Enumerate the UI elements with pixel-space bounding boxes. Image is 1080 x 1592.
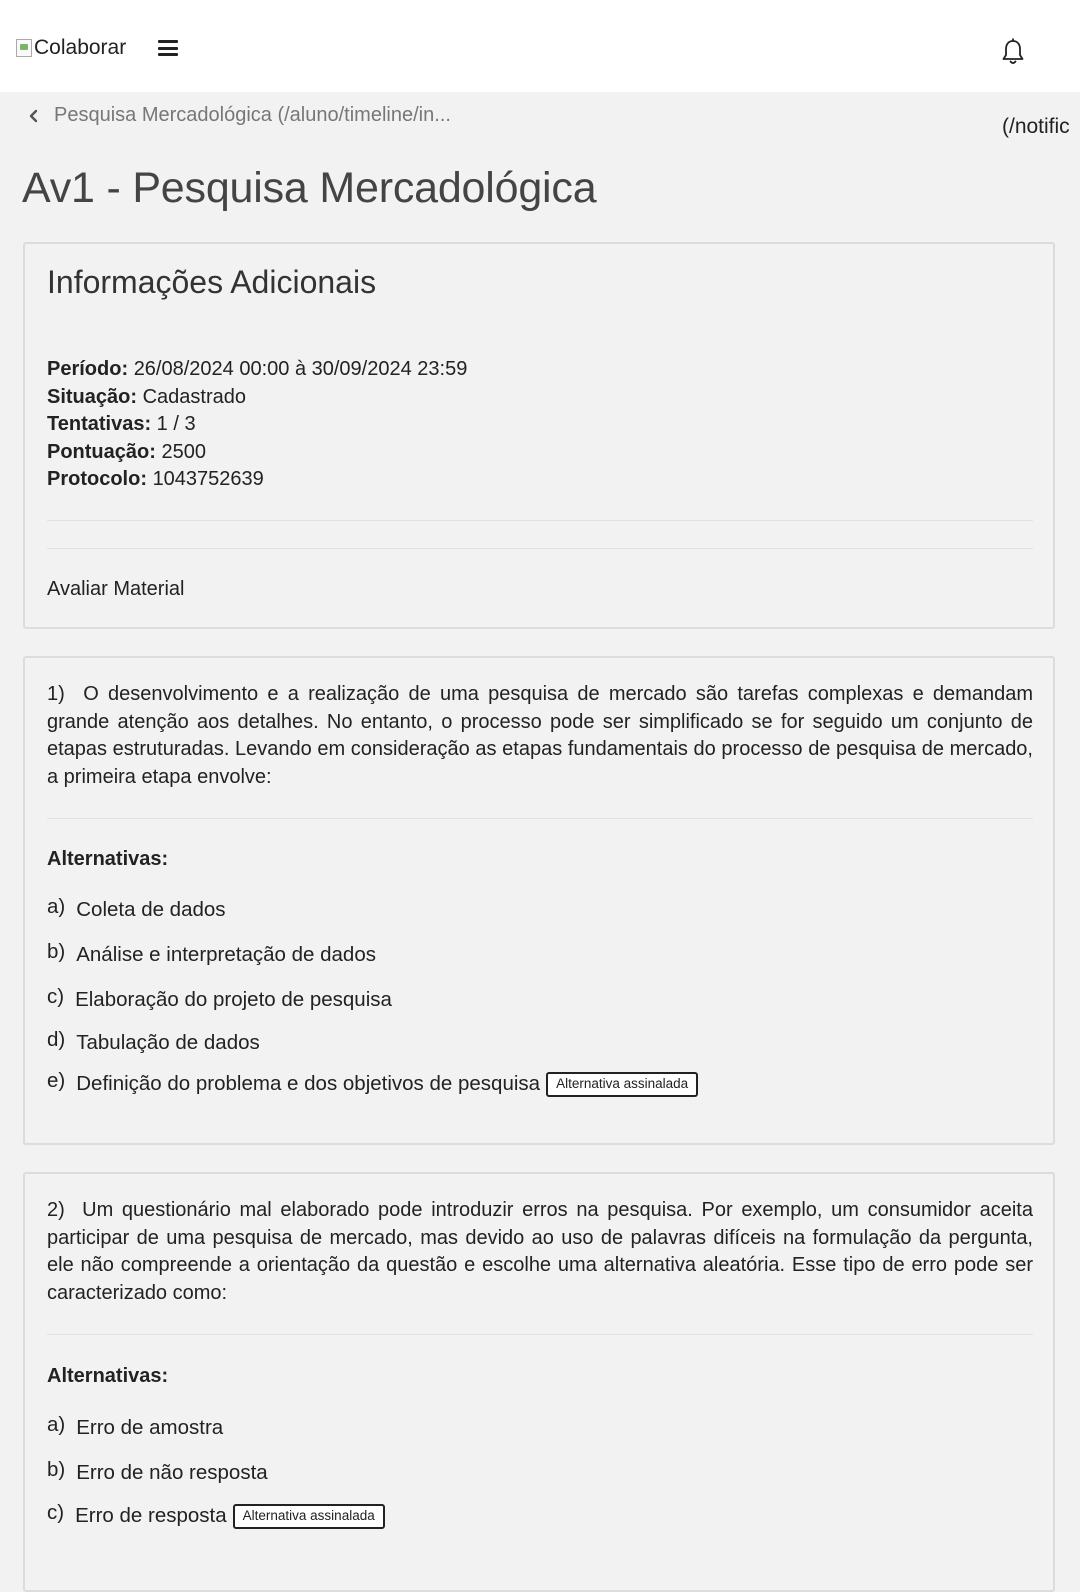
chevron-left-icon	[28, 109, 40, 123]
alternative-a[interactable]: a) Coleta de dados	[47, 895, 226, 921]
info-fields	[47, 356, 467, 494]
question-text: 2) Um questionário mal elaborado pode introduzir erros na pesquisa. Por exemplo, um consumidor aceita participar de uma pesquisa de mercado, mas devido ao uso de palavras difíceis na formulação da pergunta, ele não compreende a orientação da questão e escolhe uma alternativa aleatória. Esse tipo de erro pode ser caracterizado como:	[47, 1199, 1033, 1304]
breadcrumb-label: Pesquisa Mercadológica (/aluno/timeline/in...	[54, 104, 451, 126]
info-card	[23, 242, 1055, 629]
divider	[47, 520, 1033, 521]
rate-material-link[interactable]: Avaliar Material	[47, 578, 185, 600]
info-field-attempts: Tentativas: 1 / 3	[47, 413, 196, 436]
alternatives-heading: Alternativas:	[47, 848, 169, 870]
divider	[47, 818, 1033, 819]
divider	[47, 1334, 1033, 1335]
logo[interactable]	[16, 36, 126, 60]
question-text: 1) O desenvolvimento e a realização de uma pesquisa de mercado são tarefas complexas e demandam grande atenção aos detalhes. No entanto, o processo pode ser simplificado se for seguido um conjunto de etapas estruturadas. Levando em consideração as etapas fundamentais do processo de pesquisa de mercado, a primeira etapa envolve:	[47, 683, 1033, 788]
selected-alternative-badge: Alternativa assinalada	[546, 1072, 698, 1097]
divider	[47, 548, 1033, 549]
alternative-c[interactable]: c) Erro de resposta Alternativa assinalada	[47, 1504, 385, 1529]
notifications-link[interactable]: (/notific	[1002, 115, 1070, 138]
logo-alt-text: Colaborar	[34, 36, 127, 59]
info-title: Informações Adicionais	[47, 264, 377, 300]
top-bar	[0, 0, 1080, 92]
alternative-b[interactable]: b) Análise e interpretação de dados	[47, 940, 376, 966]
broken-image-icon	[16, 39, 32, 57]
page-title: Av1 - Pesquisa Mercadológica	[22, 164, 597, 212]
selected-alternative-badge: Alternativa assinalada	[233, 1504, 385, 1529]
hamburger-icon[interactable]	[158, 40, 178, 56]
bell-icon[interactable]	[1000, 38, 1026, 66]
info-field-score: Pontuação: 2500	[47, 440, 206, 463]
question-card-1	[23, 656, 1055, 1145]
info-field-protocol: Protocolo: 1043752639	[47, 468, 264, 491]
alternative-a[interactable]: a) Erro de amostra	[47, 1413, 224, 1439]
breadcrumb[interactable]	[28, 104, 451, 127]
info-field-status: Situação: Cadastrado	[47, 385, 246, 408]
alternatives-heading: Alternativas:	[47, 1365, 169, 1387]
alternative-d[interactable]: d) Tabulação de dados	[47, 1028, 260, 1054]
alternative-e[interactable]: e) Definição do problema e dos objetivos de pesquisa Alternativa assinalada	[47, 1072, 698, 1097]
question-card-2	[23, 1172, 1055, 1592]
alternative-c[interactable]: c) Elaboração do projeto de pesquisa	[47, 985, 392, 1011]
info-field-period: Período: 26/08/2024 00:00 à 30/09/2024 23:59	[47, 358, 468, 380]
alternative-b[interactable]: b) Erro de não resposta	[47, 1458, 268, 1484]
